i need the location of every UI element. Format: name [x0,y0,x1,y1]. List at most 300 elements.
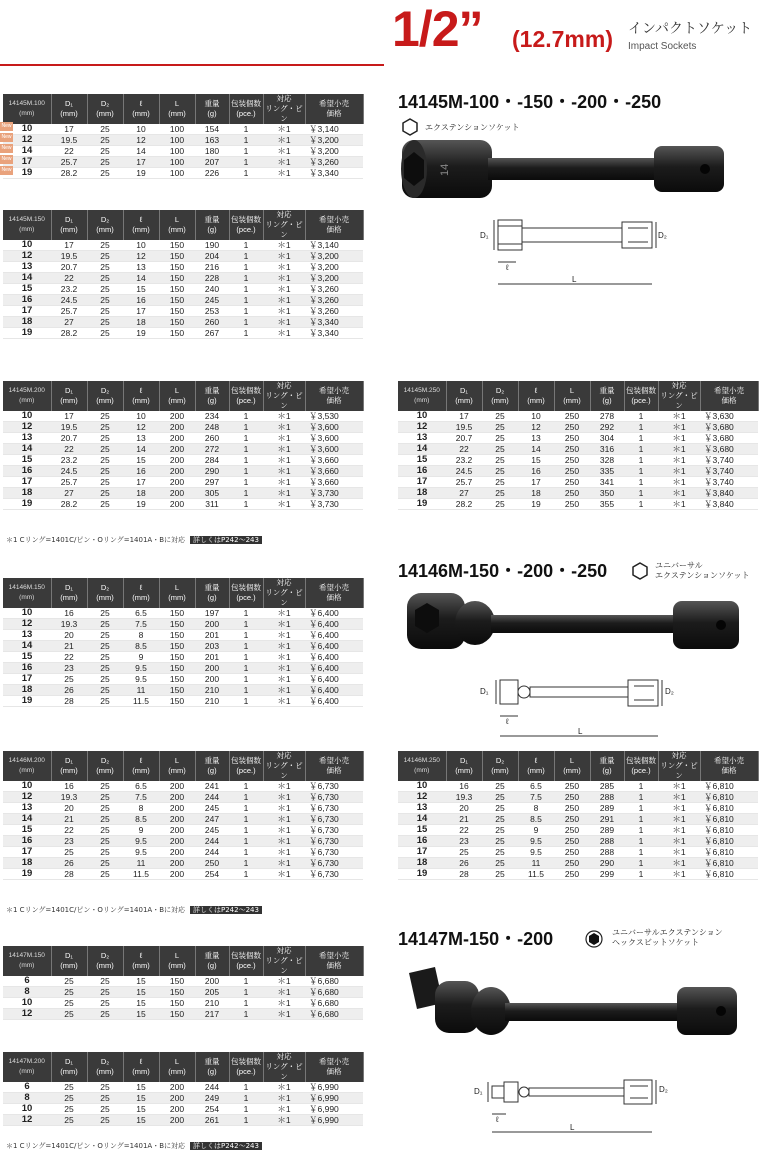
product-desc-14147m: ユニバーサルエクステンション ヘックスビットソケット [612,928,723,948]
table-cell: ＊1 [263,306,305,317]
table-cell: 1 [229,251,263,262]
table-cell: 26 [446,858,482,869]
socket-photo-14146m [405,587,745,667]
size-cell: 16 [3,663,51,674]
table-cell: ＊1 [263,317,305,328]
socket-size-marking: 14 [439,163,451,176]
table-cell: 25 [482,869,518,880]
table-cell: 205 [195,987,229,998]
table-cell: ￥6,730 [305,847,363,858]
table-cell: 15 [123,1115,159,1126]
table-cell: ＊1 [263,652,305,663]
spec-table-14145m-200 [3,381,364,510]
table-cell: 316 [590,444,624,455]
spec-table-14146m-150 [3,578,364,707]
size-cell: 10 [3,1104,51,1115]
table-cell: ＊1 [263,488,305,499]
table-row [3,630,363,641]
table-cell: 12 [518,422,554,433]
table-cell: 6.5 [518,781,554,792]
table-cell: 250 [554,466,590,477]
table-cell: 25 [87,641,123,652]
spec-table-14145m-150 [3,210,364,339]
table-cell: 250 [554,411,590,422]
table-cell: 253 [195,306,229,317]
table-cell: 20.7 [51,433,87,444]
table-cell: ￥3,200 [305,273,363,284]
table-cell: 1 [624,781,658,792]
table-cell: 154 [195,124,229,135]
table-cell: 25 [51,998,87,1009]
table-cell: 15 [518,455,554,466]
table-row [398,455,758,466]
table-cell: 200 [159,444,195,455]
table-cell: 1 [624,488,658,499]
table-cell: ￥3,340 [305,168,363,179]
column-header-l-small: ℓ (mm) [518,381,554,411]
column-header-weight: 重量 (g) [195,381,229,411]
column-header-pack: 包装個数 (pce.) [229,578,263,608]
table-row [3,295,363,306]
table-row [3,836,363,847]
table-cell: 25 [87,998,123,1009]
table-cell: 25 [87,124,123,135]
column-header-ring: 対応 リング・ピン [263,94,305,124]
table-cell: 1 [229,240,263,251]
table-cell: 8 [123,803,159,814]
table-row [3,847,363,858]
table-cell: 197 [195,608,229,619]
table-cell: 200 [195,674,229,685]
table-cell: 25 [87,251,123,262]
column-header-price: 希望小売 価格 [305,751,363,781]
table-cell: 150 [159,1009,195,1020]
table-cell: ￥3,680 [700,444,758,455]
column-header-d2: D₂ (mm) [87,946,123,976]
table-cell: ￥6,810 [700,825,758,836]
table-cell: ＊1 [263,792,305,803]
table-cell: 299 [590,869,624,880]
table-cell: ￥6,810 [700,836,758,847]
table-cell: 25 [87,781,123,792]
table-cell: ＊1 [658,466,700,477]
table-cell: 150 [159,674,195,685]
table-cell: ＊1 [263,1009,305,1020]
size-cell: 17 [3,477,51,488]
table-cell: 200 [159,803,195,814]
table-cell: 23 [446,836,482,847]
table-cell: 245 [195,803,229,814]
table-cell: ＊1 [263,1104,305,1115]
column-header-d2: D₂ (mm) [87,1052,123,1082]
size-cell: 12 [398,792,446,803]
column-header-l-small: ℓ (mm) [123,751,159,781]
table-cell: 25 [87,1093,123,1104]
size-cell: 15 [3,455,51,466]
table-cell: 203 [195,641,229,652]
table-cell: 297 [195,477,229,488]
column-header-d1: D₁ (mm) [51,751,87,781]
table-cell: ￥3,680 [700,422,758,433]
l-big-label: L [572,275,577,284]
table-cell: ＊1 [263,685,305,696]
table-cell: 8.5 [123,814,159,825]
footnote-text: ＊1 Cリング=1401C/ピン・Oリング=1401A・Bに対応 [6,906,185,914]
table-cell: 254 [195,1104,229,1115]
table-cell: 17 [51,240,87,251]
l-big-label: L [570,1123,575,1132]
table-cell: 290 [590,858,624,869]
size-cell: 16 [398,836,446,847]
table-cell: 8.5 [123,641,159,652]
table-cell: 17 [123,157,159,168]
column-header-price: 希望小売 価格 [305,381,363,411]
column-header-d2: D₂ (mm) [87,94,123,124]
table-cell: ＊1 [263,781,305,792]
column-header-d1: D₁ (mm) [446,381,482,411]
table-row [3,792,363,803]
table-cell: 19 [518,499,554,510]
table-cell: 335 [590,466,624,477]
table-cell: 200 [159,455,195,466]
page-size-mm: (12.7mm) [512,26,613,52]
table-cell: ＊1 [658,444,700,455]
table-cell: ￥3,630 [700,411,758,422]
table-cell: 288 [590,792,624,803]
table-cell: ￥3,840 [700,499,758,510]
page-size-title: 1/2” [392,1,483,57]
table-cell: 23 [51,663,87,674]
size-cell: 19 [3,869,51,880]
table-cell: 1 [229,499,263,510]
size-cell: 16 [3,836,51,847]
table-cell: 288 [590,847,624,858]
table-cell: 12 [123,251,159,262]
table-cell: ＊1 [658,455,700,466]
table-cell: 25.7 [51,157,87,168]
table-row [398,792,758,803]
table-cell: 150 [159,306,195,317]
table-cell: ＊1 [263,619,305,630]
table-cell: 1 [624,455,658,466]
table-cell: 11.5 [123,696,159,707]
table-cell: ＊1 [658,411,700,422]
column-header-pack: 包装個数 (pce.) [229,94,263,124]
table-cell: ＊1 [263,444,305,455]
column-header-weight: 重量 (g) [195,751,229,781]
table-cell: 100 [159,135,195,146]
table-cell: 25 [87,674,123,685]
table-cell: 1 [229,781,263,792]
table-cell: 27 [51,488,87,499]
table-cell: 1 [229,803,263,814]
column-header-d2: D₂ (mm) [87,578,123,608]
table-cell: 226 [195,168,229,179]
table-cell: 23 [51,836,87,847]
table-cell: 19 [123,168,159,179]
table-cell: 200 [159,1093,195,1104]
table-cell: 150 [159,251,195,262]
table-cell: ￥6,730 [305,814,363,825]
table-cell: 292 [590,422,624,433]
table-cell: ＊1 [658,814,700,825]
table-model-code: 14145M.100 (mm) [3,94,51,124]
table-cell: ＊1 [263,847,305,858]
table-cell: ＊1 [658,836,700,847]
table-cell: 244 [195,1082,229,1093]
size-cell: 18 [3,858,51,869]
table-cell: ￥6,400 [305,619,363,630]
table-cell: 8 [123,630,159,641]
table-cell: 22 [51,652,87,663]
table-cell: ￥6,400 [305,641,363,652]
table-cell: ＊1 [263,157,305,168]
table-cell: ￥6,730 [305,825,363,836]
spec-table-14147m-150 [3,946,364,1020]
table-cell: ＊1 [263,814,305,825]
table-cell: 180 [195,146,229,157]
table-cell: 341 [590,477,624,488]
table-cell: 150 [159,273,195,284]
table-cell: ＊1 [263,466,305,477]
table-cell: ＊1 [263,433,305,444]
table-cell: 25 [87,466,123,477]
table-cell: 250 [554,433,590,444]
table-cell: 190 [195,240,229,251]
table-cell: ￥6,810 [700,792,758,803]
table-row [3,696,363,707]
size-cell: 17 [3,674,51,685]
table-cell: 25 [87,328,123,339]
table-cell: 25 [87,135,123,146]
table-cell: 200 [159,1104,195,1115]
table-cell: ＊1 [658,477,700,488]
size-cell: 18 [3,317,51,328]
table-cell: 217 [195,1009,229,1020]
table-cell: 250 [554,825,590,836]
header-rule [0,64,384,66]
table-model-code: 14146M.250 (mm) [398,751,446,781]
table-cell: 200 [159,477,195,488]
size-cell: 10 [398,411,446,422]
page-title-jp: インパクトソケット [628,21,753,37]
table-cell: 250 [554,814,590,825]
size-cell: 13 [3,630,51,641]
table-row [3,1115,363,1126]
size-cell: 15 [3,652,51,663]
table-cell: 16 [518,466,554,477]
column-header-l-small: ℓ (mm) [123,578,159,608]
column-header-d1: D₁ (mm) [51,381,87,411]
footnote [6,537,262,544]
table-cell: 1 [229,1093,263,1104]
column-header-pack: 包装個数 (pce.) [229,1052,263,1082]
hex-outline-icon [401,118,419,136]
table-cell: 207 [195,157,229,168]
table-cell: ￥3,530 [305,411,363,422]
table-cell: ＊1 [658,858,700,869]
table-cell: 250 [554,836,590,847]
table-cell: 15 [123,1093,159,1104]
l-big-label: L [578,727,583,736]
table-cell: 25 [87,306,123,317]
table-cell: ￥3,740 [700,477,758,488]
table-cell: 25 [87,477,123,488]
table-cell: 163 [195,135,229,146]
table-cell: ￥6,730 [305,792,363,803]
table-row [3,317,363,328]
size-cell: 13 [3,262,51,273]
table-cell: ￥6,730 [305,803,363,814]
table-cell: 25 [87,444,123,455]
table-cell: 25 [87,168,123,179]
table-cell: 100 [159,124,195,135]
table-cell: 1 [229,847,263,858]
size-cell: 17 [398,477,446,488]
table-cell: 250 [195,858,229,869]
column-header-l-small: ℓ (mm) [123,94,159,124]
size-cell: 12 [3,792,51,803]
table-cell: 25 [87,433,123,444]
table-cell: 15 [123,455,159,466]
table-cell: 25 [87,696,123,707]
size-cell: 17 [398,847,446,858]
table-cell: 17 [51,411,87,422]
table-cell: 25 [482,444,518,455]
table-cell: ＊1 [263,630,305,641]
table-cell: 250 [554,781,590,792]
table-cell: 25 [51,1104,87,1115]
table-cell: 7.5 [123,619,159,630]
d1-label: D₁ [474,1087,483,1096]
table-cell: 200 [159,499,195,510]
size-cell: 12 [3,1115,51,1126]
table-model-code: 14145M.150 (mm) [3,210,51,240]
table-cell: 1 [229,328,263,339]
table-cell: 7.5 [123,792,159,803]
model-title-14147m: 14147M-150・-200 [398,929,554,949]
table-cell: ￥3,260 [305,306,363,317]
size-cell: 10 [3,124,51,135]
table-cell: 1 [229,124,263,135]
table-cell: 200 [159,433,195,444]
table-cell: 25 [482,858,518,869]
size-cell: 10 [3,781,51,792]
table-cell: 22 [446,444,482,455]
table-cell: 25 [87,273,123,284]
table-cell: 267 [195,328,229,339]
table-cell: ＊1 [263,240,305,251]
table-cell: 1 [229,641,263,652]
table-row [3,869,363,880]
size-cell: 12 [3,619,51,630]
table-row [398,869,758,880]
column-header-weight: 重量 (g) [195,946,229,976]
table-row [398,825,758,836]
table-cell: 1 [229,652,263,663]
table-model-code: 14145M.200 (mm) [3,381,51,411]
column-header-d2: D₂ (mm) [87,381,123,411]
table-cell: ＊1 [658,869,700,880]
table-cell: 14 [123,444,159,455]
table-cell: ＊1 [263,976,305,987]
table-cell: 24.5 [51,466,87,477]
table-row [3,251,363,262]
column-header-d1: D₁ (mm) [51,946,87,976]
size-cell: 18 [3,488,51,499]
table-cell: ＊1 [263,1082,305,1093]
column-header-weight: 重量 (g) [590,381,624,411]
table-cell: ￥3,600 [305,422,363,433]
table-cell: ￥3,200 [305,262,363,273]
table-cell: ＊1 [658,792,700,803]
table-cell: ＊1 [658,488,700,499]
d2-label: D₂ [665,687,674,696]
table-cell: 25 [482,477,518,488]
table-cell: 28.2 [446,499,482,510]
table-cell: ￥3,340 [305,317,363,328]
table-cell: ＊1 [263,1115,305,1126]
size-cell: 15 [3,284,51,295]
table-cell: ＊1 [263,825,305,836]
size-cell: 14 [3,273,51,284]
table-cell: 355 [590,499,624,510]
table-cell: 150 [159,262,195,273]
table-cell: 25 [51,1115,87,1126]
table-cell: 1 [229,1104,263,1115]
table-cell: 25 [446,847,482,858]
size-cell: 6 [3,976,51,987]
table-cell: 16 [123,466,159,477]
column-header-pack: 包装個数 (pce.) [624,751,658,781]
size-cell: 10 [3,240,51,251]
table-cell: 25 [87,987,123,998]
table-cell: 14 [123,273,159,284]
size-cell: 19 [398,869,446,880]
table-model-code: 14147M.150 (mm) [3,946,51,976]
hex-outline-icon [631,562,649,580]
column-header-pack: 包装個数 (pce.) [229,946,263,976]
table-cell: 19 [123,328,159,339]
column-header-d1: D₁ (mm) [51,210,87,240]
table-cell: 9.5 [123,836,159,847]
table-row [3,466,363,477]
table-cell: 25 [87,1009,123,1020]
table-cell: 1 [229,317,263,328]
table-row [398,466,758,477]
table-row [398,488,758,499]
table-row [3,240,363,251]
table-cell: 25 [87,652,123,663]
table-cell: 10 [518,411,554,422]
table-cell: 12 [123,135,159,146]
table-cell: ￥6,400 [305,663,363,674]
table-cell: 1 [624,422,658,433]
table-cell: 20 [446,803,482,814]
size-cell: 15 [3,825,51,836]
table-row [3,433,363,444]
table-cell: 25 [87,663,123,674]
table-cell: 19.5 [446,422,482,433]
table-cell: ＊1 [263,262,305,273]
table-cell: ￥6,990 [305,1115,363,1126]
table-cell: 25 [87,146,123,157]
table-cell: ￥3,200 [305,251,363,262]
table-cell: 247 [195,814,229,825]
table-cell: 150 [159,663,195,674]
table-cell: 1 [624,847,658,858]
size-cell: 6 [3,1082,51,1093]
